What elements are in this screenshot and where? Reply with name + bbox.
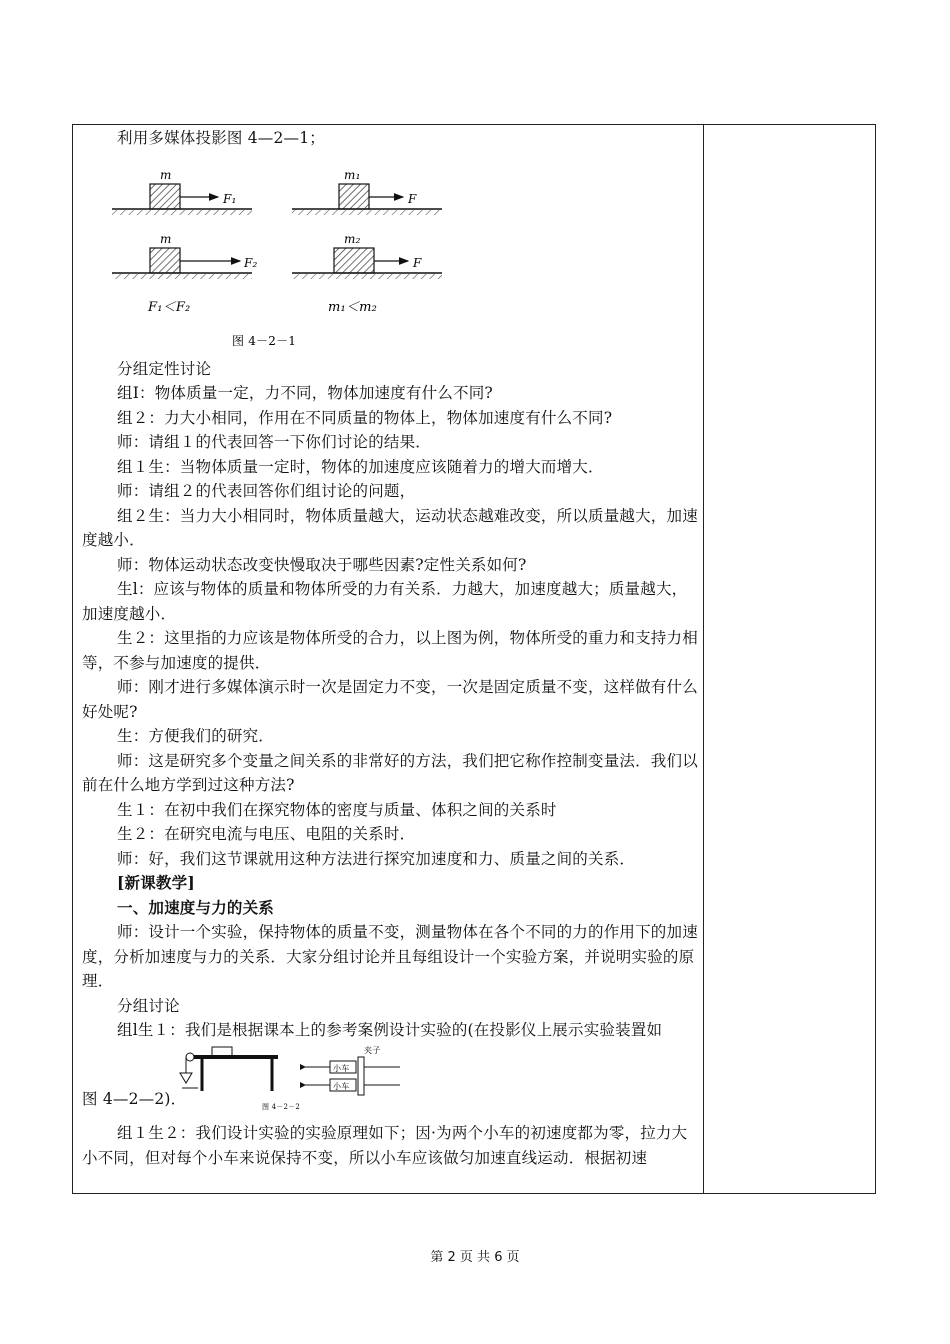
cart-label: 小车 [333, 1081, 350, 1091]
paragraph: 师：刚才进行多媒体演示时一次是固定力不变，一次是固定质量不变，这样做有什么好处呢? [82, 678, 698, 721]
label-f1: F₁ [223, 191, 237, 206]
diagram-block-m1-f [292, 168, 442, 215]
label-m: m [160, 167, 172, 182]
clip-label: 夹子 [364, 1045, 381, 1055]
cart-label: 小车 [333, 1063, 350, 1073]
label-f: F [408, 191, 417, 206]
label-f2: F₂ [244, 255, 258, 270]
paragraph: 分组定性讨论 [117, 359, 212, 378]
figure-4-2-2 [82, 1043, 698, 1113]
paragraph: 组２：力大小相同，作用在不同质量的物体上，物体加速度有什么不同? [117, 408, 613, 427]
figure2-caption: 图 4－2－2 [262, 1102, 300, 1111]
apparatus-carts [300, 1045, 400, 1095]
paragraph: 生：方便我们的研究． [117, 727, 275, 745]
paragraph: 分组讨论 [117, 996, 180, 1015]
table-column-divider [703, 124, 704, 1194]
paragraph: 师：请组２的代表回答你们组讨论的问题， [117, 482, 416, 500]
paragraph: 生１：在初中我们在探究物体的密度与质量、体积之间的关系时 [117, 800, 557, 819]
paragraph: 组１生２：我们设计实验的实验原理如下；因·为两个小车的初速度都为零，拉力大小不同，但对每个小车来说保持不变，所以小车应该做匀加速直线运动．根据初速 [82, 1124, 688, 1167]
diagram-block-m-f2 [112, 232, 258, 279]
paragraph: 师：好，我们这节课就用这种方法进行探究加速度和力、质量之间的关系． [117, 849, 636, 868]
paragraph: 组２生：当力大小相同时，物体质量越大，运动状态越难改变，所以质量越大，加速度越小． [82, 506, 698, 549]
figure1-caption: 图 4－2－1 [232, 333, 297, 348]
label-m-bottom: m [160, 231, 172, 246]
paragraph: 师：物体运动状态改变快慢取决于哪些因素?定性关系如何? [117, 555, 527, 574]
label-m1: m₁ [344, 167, 361, 182]
paragraph: 生２：在研究电流与电压、电阻的关系时． [117, 825, 416, 843]
section-heading: [新课教学] [117, 873, 195, 892]
condition-forces: F₁＜F₂ [148, 299, 191, 315]
main-cell [82, 126, 698, 1170]
page-number: 第 2 页 共 6 页 [430, 1250, 520, 1265]
intro-text: 利用多媒体投影图 4—2—1； [117, 129, 326, 147]
paragraph: 生l：应该与物体的质量和物体所受的力有关系．力越大，加速度越大；质量越大，加速度越小． [82, 580, 688, 623]
paragraph: 组１生：当物体质量一定时，物体的加速度应该随着力的增大而增大． [117, 457, 604, 476]
apparatus-table [180, 1047, 278, 1091]
paragraph: 组Ⅰ：物体质量一定，力不同，物体加速度有什么不同? [117, 384, 493, 402]
paragraph: 师：设计一个实验，保持物体的质量不变，测量物体在各个不同的力的作用下的加速度，分析加速度与力的关系．大家分组讨论并且每组设计一个实验方案，并说明实验的原理． [82, 923, 698, 990]
subsection-heading: 一、加速度与力的关系 [117, 897, 275, 917]
paragraph: 组l生１：我们是根据课本上的参考案例设计实验的(在投影仪上展示实验装置如 [117, 1021, 663, 1039]
label-f-bottom: F [413, 255, 422, 270]
paragraph: 师：这是研究多个变量之间关系的非常好的方法，我们把它称作控制变量法．我们以前在什么地方学到过这种方法? [82, 751, 698, 794]
paragraph: 生２：这里指的力应该是物体所受的合力，以上图为例，物体所受的重力和支持力相等，不参与加速度的提供． [82, 629, 698, 672]
diagram-block-m2-f [292, 232, 442, 279]
label-m2: m₂ [344, 231, 361, 246]
condition-masses: m₁＜m₂ [328, 299, 378, 315]
paragraph: 图 4—2—2)． [82, 1089, 187, 1108]
diagram-block-m-f1 [112, 168, 252, 215]
paragraph: 师：请组１的代表回答一下你们讨论的结果． [117, 433, 432, 451]
figure-4-2-1 [82, 151, 698, 357]
